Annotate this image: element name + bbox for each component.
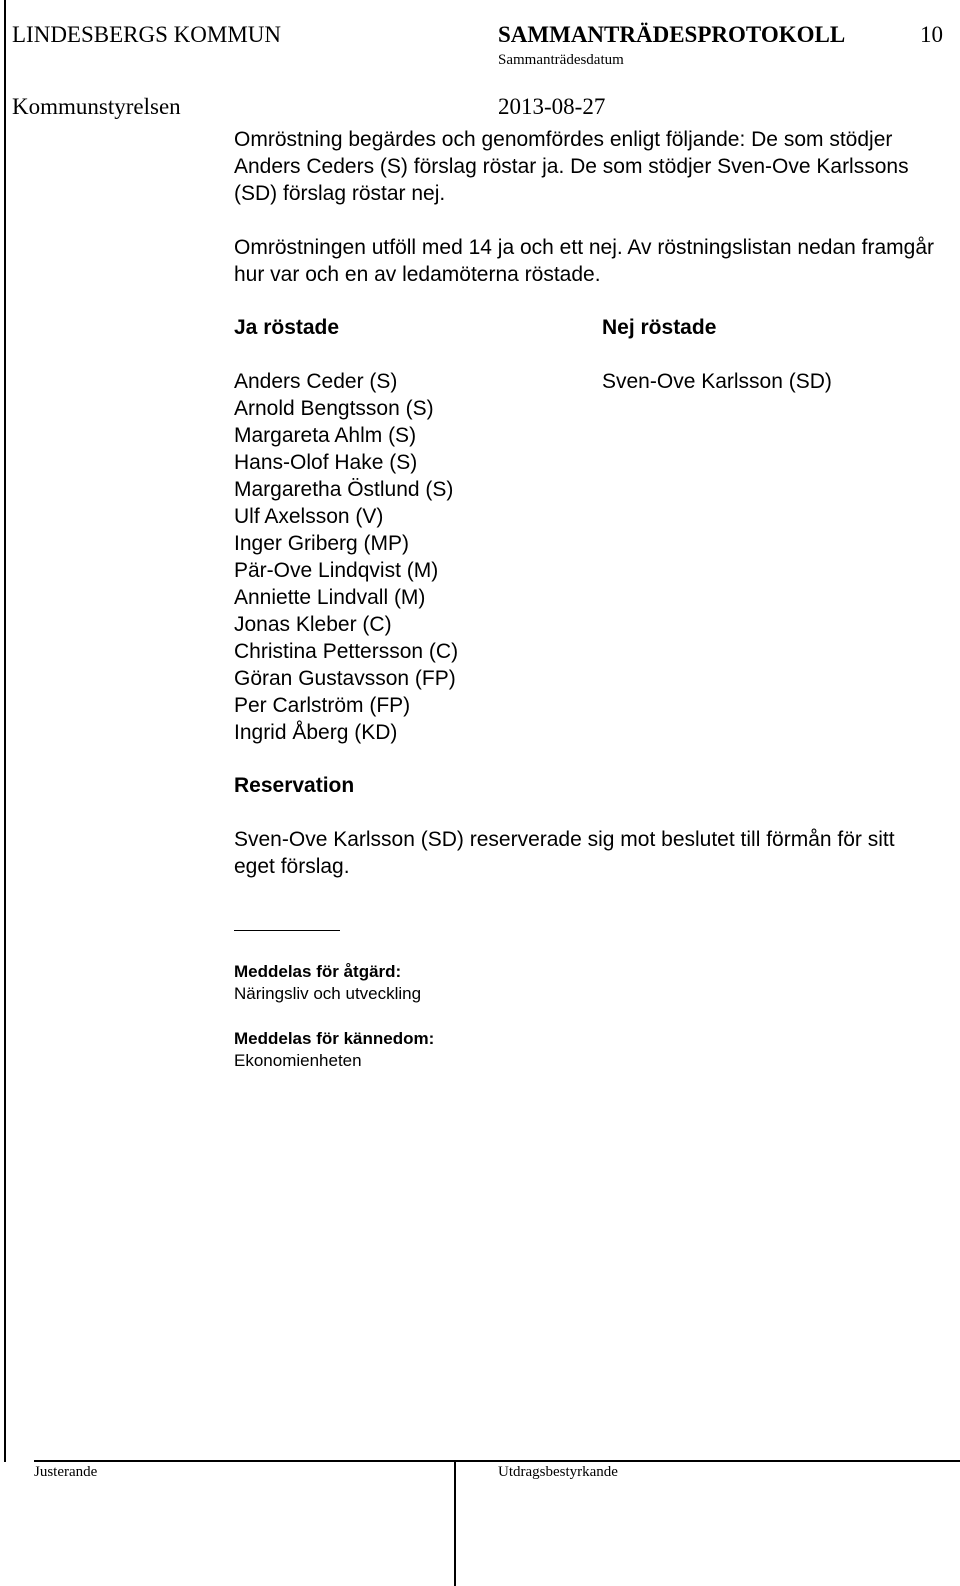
left-margin-line <box>4 0 6 1462</box>
voter-name: Hans-Olof Hake (S) <box>234 451 418 474</box>
action-recipient: Näringsliv och utveckling <box>234 984 422 1003</box>
no-voters-list <box>602 368 832 395</box>
vote-procedure-paragraph: Omröstning begärdes och genomfördes enligt följande: De som stödjer Anders Ceders (S) förslag röstar ja. De som stödjer Sven-Ove Karlssons (SD) förslag röstar nej. <box>234 128 909 205</box>
voter-name: Sven-Ove Karlsson (SD) <box>602 370 832 393</box>
voter-name: Arnold Bengtsson (S) <box>234 397 434 420</box>
no-heading: Nej röstade <box>602 316 717 339</box>
footer-divider <box>454 1460 456 1586</box>
footer-utdragsbestyrkande: Utdragsbestyrkande <box>498 1464 618 1480</box>
voter-name: Göran Gustavsson (FP) <box>234 667 456 690</box>
info-label: Meddelas för kännedom: <box>234 1029 435 1048</box>
section-divider <box>234 930 340 931</box>
vote-result-paragraph: Omröstningen utföll med 14 ja och ett nej. Av röstningslistan nedan framgår hur var och en av ledamöterna röstade. <box>234 236 935 286</box>
yes-voters-list <box>234 368 458 746</box>
voter-name: Inger Griberg (MP) <box>234 532 410 555</box>
voter-name: Ingrid Åberg (KD) <box>234 721 398 744</box>
voter-name: Anders Ceder (S) <box>234 370 398 393</box>
voter-name: Margaretha Östlund (S) <box>234 478 454 501</box>
action-label: Meddelas för åtgärd: <box>234 962 402 981</box>
organization-name: LINDESBERGS KOMMUN <box>12 22 281 47</box>
footer-rule <box>34 1460 960 1462</box>
voter-name: Ulf Axelsson (V) <box>234 505 384 528</box>
voter-name: Jonas Kleber (C) <box>234 613 392 636</box>
meeting-date: 2013-08-27 <box>498 94 606 119</box>
page-number: 10 <box>920 22 943 47</box>
body-name: Kommunstyrelsen <box>12 94 181 119</box>
yes-heading: Ja röstade <box>234 316 340 339</box>
footer-justerande: Justerande <box>34 1464 98 1480</box>
document-type: SAMMANTRÄDESPROTOKOLL <box>498 22 846 47</box>
voter-name: Christina Pettersson (C) <box>234 640 459 663</box>
date-label: Sammanträdesdatum <box>498 52 624 68</box>
reservation-heading: Reservation <box>234 774 355 797</box>
voter-name: Margareta Ahlm (S) <box>234 424 417 447</box>
voter-name: Pär-Ove Lindqvist (M) <box>234 559 439 582</box>
voter-name: Anniette Lindvall (M) <box>234 586 426 609</box>
reservation-text: Sven-Ove Karlsson (SD) reserverade sig mot beslutet till förmån för sitt eget förslag. <box>234 828 895 878</box>
voter-name: Per Carlström (FP) <box>234 694 411 717</box>
info-recipient: Ekonomienheten <box>234 1051 362 1070</box>
